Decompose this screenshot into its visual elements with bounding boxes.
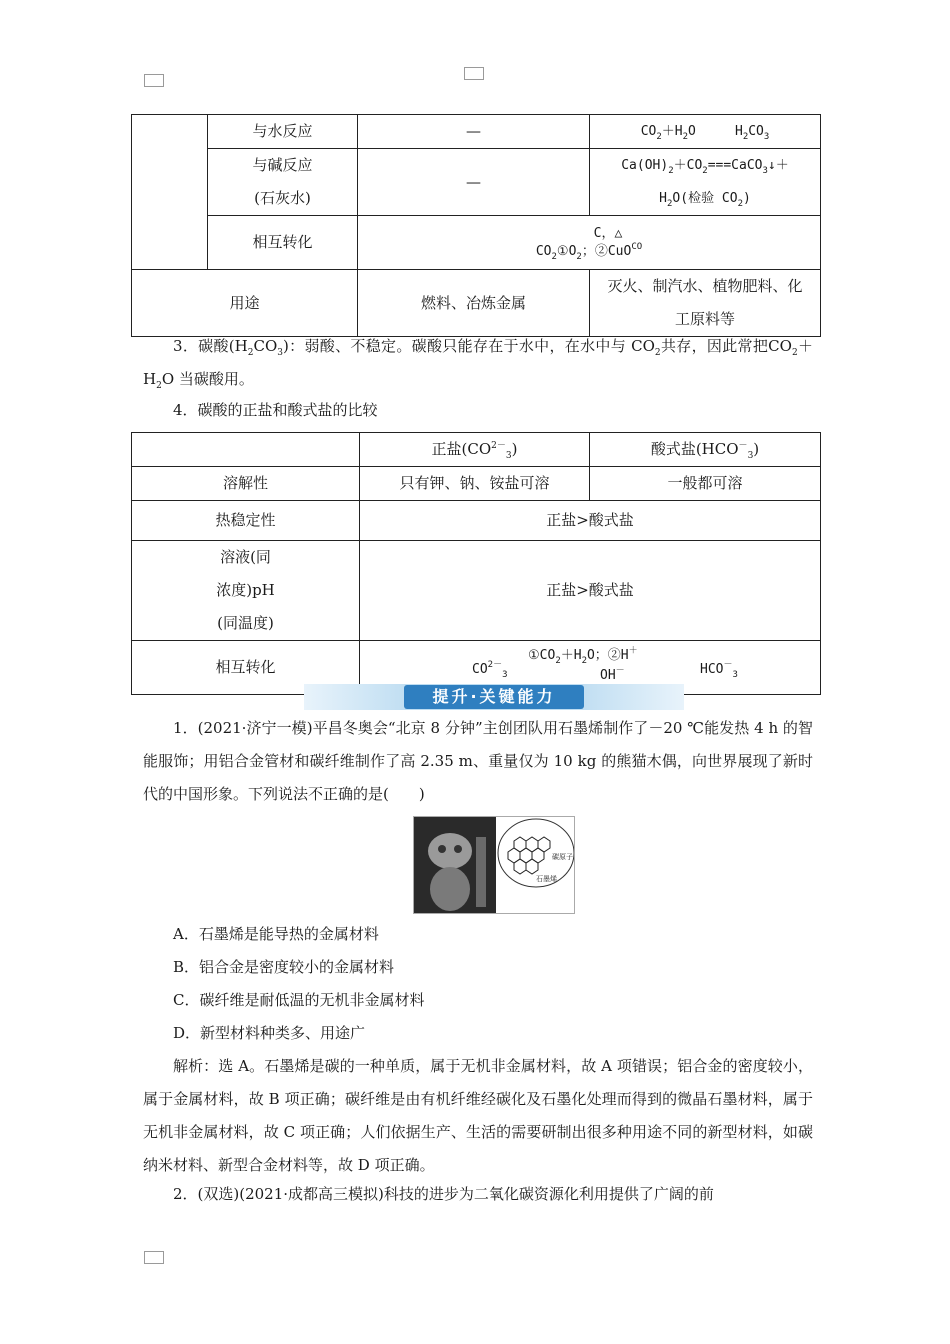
table-cell: 溶解性: [132, 467, 360, 501]
cell-line: 工原料等: [674, 310, 735, 328]
table-row: [132, 270, 821, 337]
corner-mark-top-left: [144, 74, 164, 87]
table-row: [132, 216, 821, 270]
section-banner-title: 提升·关键能力: [404, 685, 584, 709]
corner-mark-top-center: [464, 67, 484, 80]
table-cell: 相互转化: [208, 216, 358, 270]
table-cell: [358, 216, 821, 270]
table-cell: [590, 149, 821, 216]
paragraph-carbonic-acid: 3．碳酸$(H_2CO_3)$：弱酸、不稳定。碳酸只能存在于水中，在水中与 $CO_2$共存，因此常把$CO_2+H_2O$ 当碳酸用。: [143, 337, 813, 391]
table-cell: —: [358, 149, 590, 216]
table-cell: [208, 149, 358, 216]
table-cell-empty: [132, 433, 360, 467]
table-cell: 只有钾、钠、铵盐可溶: [360, 467, 590, 501]
cell-line: 浓度)pH: [216, 581, 275, 599]
table-header: 正盐$(CO^{2-}_3)$: [360, 433, 590, 467]
table-cell: 正盐>酸式盐: [360, 501, 821, 541]
co-co2-comparison-table: [131, 114, 821, 337]
question-1-analysis: 解析：选 A。石墨烯是碳的一种单质，属于无机非金属材料，故 A 项错误；铝合金的密度较小，属于金属材料，故 B 项正确；碳纤维是由有机纤维经碳化及石墨化处理而得到的微晶石墨材料，属于无机非金属材料，故 C 项正确；人们依据生产、生活的需要研制出很多种用途不同的新型材料，如碳纳米材料、新型合金材料等，故 D 项正确。: [143, 1057, 813, 1174]
graphene-label: 石墨烯: [536, 875, 557, 883]
cell-line: $H_2O$(检验 $CO_2$): [659, 191, 751, 209]
carbon-atom-label: 碳原子: [552, 853, 573, 861]
table-cell-empty: [132, 115, 208, 270]
cell-line: 溶液(同: [220, 548, 271, 566]
table-cell: 一般都可溶: [590, 467, 821, 501]
table-cell: $CO_2+H_2O$ $H_2CO_3$: [590, 115, 821, 149]
option-a: A．石墨烯是能导热的金属材料: [173, 925, 379, 943]
table-row: [132, 433, 821, 467]
table-row: [132, 149, 821, 216]
cell-line: (石灰水): [254, 189, 311, 207]
table-row: [132, 467, 821, 501]
table-cell: 相互转化: [132, 641, 360, 695]
carbonate-ion: $CO^{2-}_3$: [472, 660, 508, 680]
table-cell: [590, 270, 821, 337]
conversion-condition-top: $①CO_2+H_2O$；②H＋: [528, 646, 638, 666]
table-header: 酸式盐$(HCO^-_3)$: [590, 433, 821, 467]
bicarbonate-ion: $HCO^-_3$: [700, 660, 738, 680]
cell-line: (同温度): [217, 614, 274, 632]
conversion-condition-bottom: OH－: [600, 666, 625, 683]
option-c: C．碳纤维是耐低温的无机非金属材料: [173, 991, 425, 1009]
question-1-text: 1．(2021·济宁一模)平昌冬奥会“北京 8 分钟”主创团队用石墨烯制作了－20 ℃能发热 4 h 的智能服饰；用铝合金管材和碳纤维制作了高 2.35 m、重量仅为 10 kg 的熊猫木偶，向世界展现了新时代的中国形象。下列说法不正确的是( ): [143, 719, 813, 803]
table-row: [132, 501, 821, 541]
panda-graphene-figure: [413, 816, 575, 914]
table-cell: 与水反应: [208, 115, 358, 149]
table-cell: [132, 541, 360, 641]
reaction-condition: C，△: [593, 225, 623, 241]
cell-line: $Ca(OH)_2+CO_2===CaCO_3↓+$: [621, 158, 789, 176]
table-cell: 用途: [132, 270, 358, 337]
cell-line: 灭火、制汽水、植物肥料、化: [607, 277, 803, 295]
carbonate-comparison-table: [131, 432, 821, 695]
cell-line: 与碱反应: [252, 156, 313, 174]
table-cell: —: [358, 115, 590, 149]
table-row: [132, 115, 821, 149]
corner-mark-bottom-left: [144, 1251, 164, 1264]
question-2-text: 2．(双选)(2021·成都高三模拟)科技的进步为二氧化碳资源化利用提供了广阔的前: [173, 1185, 714, 1203]
paragraph-salt-comparison: 4．碳酸的正盐和酸式盐的比较: [173, 401, 378, 419]
reaction-line: $CO_2①O_2$；②CuO$^{CO}$: [535, 241, 643, 262]
table-cell: 燃料、冶炼金属: [358, 270, 590, 337]
option-b: B．铝合金是密度较小的金属材料: [173, 958, 395, 976]
table-row: [132, 541, 821, 641]
table-cell: 热稳定性: [132, 501, 360, 541]
panda-graphene-illustration: [414, 817, 574, 913]
option-d: D．新型材料种类多、用途广: [173, 1024, 366, 1042]
table-cell: 正盐>酸式盐: [360, 541, 821, 641]
section-banner: [304, 684, 684, 710]
